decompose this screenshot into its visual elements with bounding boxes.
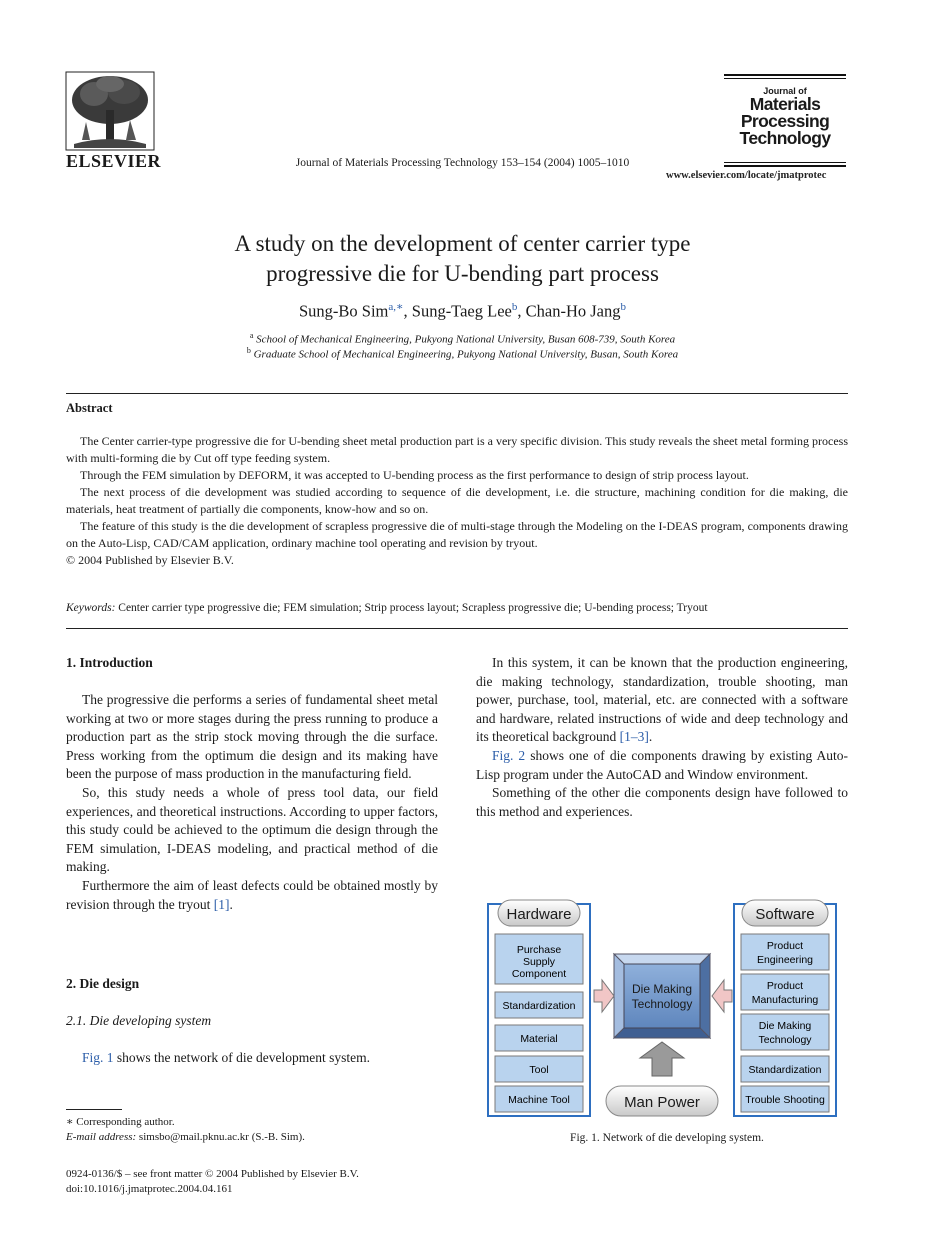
journal-logo-line1: Materials [749,94,821,114]
body-paragraph: Something of the other die components design have followed to this method and experiences. [476,785,848,819]
section-text: shows the network of die development system. [113,1050,370,1065]
body-paragraph [476,747,848,784]
software-item [741,1014,829,1050]
man-power-label: Man Power [624,1094,700,1111]
body-text: shows one of die components drawing by existing Auto-Lisp program under the AutoCAD and Window environment. [476,747,849,782]
software-item [741,1056,829,1082]
body-text: In this system, it can be known that the production engineering, die making technology, standardization, trouble shooting, man power, purchase, tool, material, etc. are connected with a software and hardware, related instructions of wide and deep technology and its theoretical background [476,655,848,745]
citation-link[interactable]: [1] [213,896,230,912]
intro-paragraph: So, this study needs a whole of press tool data, our field experiences, and theoretical instructions. According to upper factors, this study could be achieved to the optimum die design through the FEM simulation, I-DEAS modeling, and practical method of die making. [66,784,438,875]
hardware-item [495,1056,583,1082]
die-making-technology-block [614,954,710,1038]
software-item-text: Manufacturing [751,994,819,1006]
abstract-body [66,433,848,569]
hardware-item-text: Machine Tool [508,1094,570,1106]
up-arrow-icon [640,1042,684,1076]
hardware-item [495,1086,583,1112]
intro-paragraph: The progressive die performs a series of fundamental sheet metal working at two or more stages during the press running to produce a production part as the strip stock moving through the die surface. Press working from the optimum die design and its making have been the purpose of mass production in the manufacturing field. [66,692,438,782]
abstract-paragraph: The next process of die development was studied according to sequence of die development, i.e. die structure, machining condition for die making, die materials, heat treatment of partially die components, know-how and so on. [66,485,848,516]
doi-line[interactable]: doi:10.1016/j.jmatprotec.2004.04.161 [66,1183,233,1195]
figure-link[interactable]: Fig. 2 [492,747,526,763]
software-item-text: Standardization [748,1064,822,1076]
software-item [741,974,829,1010]
abstract-heading: Abstract [66,401,113,415]
section-2-1-text [66,1049,438,1068]
abstract-copyright: © 2004 Published by Elsevier B.V. [66,553,234,567]
journal-logo-small: Journal of [763,86,807,96]
article-title [0,229,925,289]
abstract-bottom-rule [66,628,848,629]
journal-logo-line2: Processing [740,111,830,131]
hardware-item-text: Standardization [502,1000,576,1012]
email-address[interactable]: simsbo@mail.pknu.ac.kr (S.-B. Sim). [136,1131,305,1143]
journal-logo [724,86,846,147]
issn-line: 0924-0136/$ – see front matter © 2004 Published by Elsevier B.V. [66,1168,359,1180]
software-item [741,1086,829,1112]
title-line-2: progressive die for U-bending part process [266,261,659,286]
hardware-item-text: Tool [529,1064,549,1076]
software-item-text: Trouble Shooting [745,1094,825,1106]
hardware-item [495,1025,583,1051]
software-label: Software [755,906,815,923]
affiliation-mark: a [249,331,254,340]
journal-logo-rule [724,165,846,167]
section-2-1-heading: 2.1. Die developing system [66,1013,212,1028]
email-label: E-mail address: [66,1131,137,1143]
footnote-corresponding: ∗ Corresponding author. [66,1116,175,1128]
body-paragraph [476,654,848,747]
affiliation-text: Graduate School of Mechanical Engineering, Pukyong National University, Busan, South Korea [253,348,679,361]
abstract-paragraph: The feature of this study is the die development of scrapless progressive die of multi-stage through the Modeling on the I-DEAS program, components drawing on the Auto-Lisp, CAD/CAM application, ordinary machine tool operating and revision by tryout. [66,519,848,550]
footnote-rule [66,1109,122,1110]
title-line-1: A study on the development of center carrier type [234,231,691,256]
right-arrow-icon [712,980,732,1012]
hardware-item-text: Component [511,968,567,980]
hardware-item-text: Material [520,1033,558,1045]
software-item-text: Engineering [756,954,814,966]
section-paragraph [66,1049,438,1068]
journal-logo-line3: Technology [739,128,831,148]
software-item [741,934,829,970]
affiliation [0,331,925,346]
software-item-text: Die Making [758,1020,812,1032]
elsevier-tree-logo [64,70,156,152]
affiliation-text: School of Mechanical Engineering, Pukyong National University, Busan 608-739, South Korea [256,333,676,346]
software-item-text: Product [766,980,804,992]
abstract-paragraph: The Center carrier-type progressive die for U-bending sheet metal production part is a very specific division. This study reveals the sheet metal forming process with multi-forming die by Cut off type feeding system. [66,434,848,465]
footnote-email [66,1130,305,1145]
center-label-line: Die Making [631,982,693,996]
intro-paragraph [66,877,438,914]
journal-logo-rule [724,162,846,163]
author-affiliation-mark[interactable]: b [620,301,626,313]
author-separator: , [403,301,412,321]
author-name: Chan-Ho Jang [525,301,621,321]
hardware-item [495,992,583,1018]
keywords-text: Center carrier type progressive die; FEM simulation; Strip process layout; Scrapless progressive die; U-bending process; Tryout [118,602,708,614]
author-list [0,300,925,322]
keywords-label: Keywords: [66,602,116,614]
right-column-text [476,654,848,821]
journal-url[interactable]: www.elsevier.com/locate/jmatprotec [666,170,827,181]
citation-link[interactable]: [1–3] [619,729,649,745]
affiliation-mark: b [246,346,251,355]
left-arrow-icon [594,980,614,1012]
author-affiliation-mark[interactable]: b [511,301,518,313]
figure-1-diagram [484,892,846,1122]
hardware-item-text: Purchase [516,944,562,956]
affiliation [0,346,925,361]
center-label-line: Technology [631,997,693,1011]
hardware-item-text: Supply [522,956,556,968]
journal-citation: Journal of Materials Processing Technology 153–154 (2004) 1005–1010 [295,157,630,169]
figure-link[interactable]: Fig. 1 [82,1050,114,1065]
software-item-text: Technology [758,1034,812,1046]
author-name: Sung-Taeg Lee [411,301,512,321]
author-affiliation-mark[interactable]: a,∗ [388,301,404,313]
software-item-text: Product [766,940,804,952]
abstract-top-rule [66,393,848,394]
publisher-name: ELSEVIER [66,151,162,171]
intro-text: Furthermore the aim of least defects could be obtained mostly by revision through the tryout [66,877,438,912]
author-name: Sung-Bo Sim [299,301,389,321]
body-text-end: . [648,729,653,745]
section-1-heading: 1. Introduction [66,655,153,670]
figure-1-caption: Fig. 1. Network of die developing system. [570,1132,764,1144]
journal-logo-rule [724,78,846,79]
journal-logo-rule [724,74,846,76]
author-separator: , [517,301,526,321]
abstract-paragraph: Through the FEM simulation by DEFORM, it was accepted to U-bending process as the first performance to design of strip process layout. [80,468,749,482]
keywords [66,602,848,614]
left-column-intro [66,691,438,914]
hardware-item [495,934,583,984]
intro-text-end: . [229,896,233,912]
section-2-heading: 2. Die design [66,976,140,991]
hardware-label: Hardware [506,906,572,923]
